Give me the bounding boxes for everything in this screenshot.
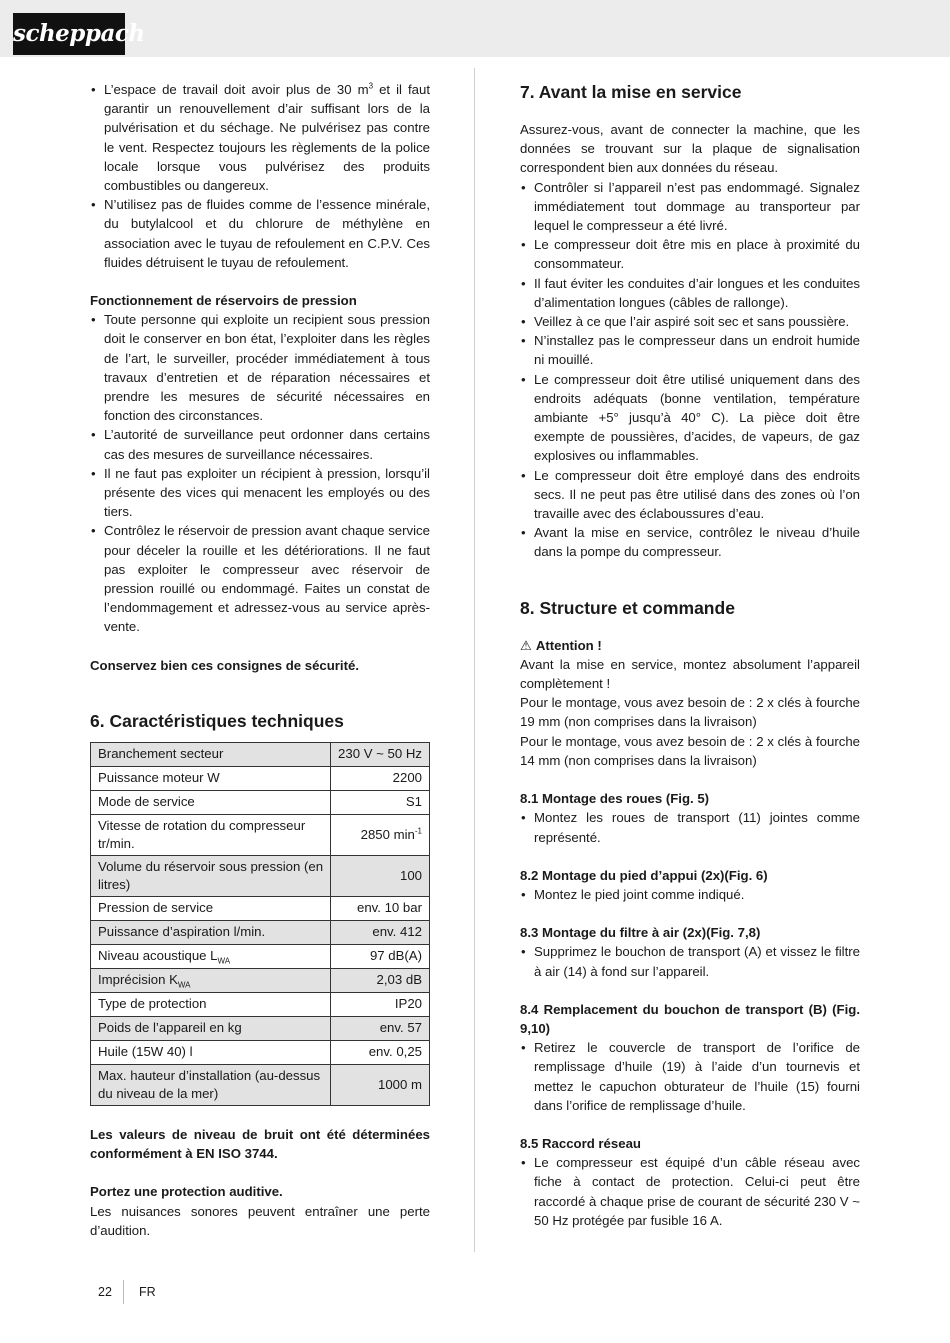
subsection-list: [520, 1038, 860, 1115]
page-number: 22: [98, 1285, 112, 1299]
spec-label: Max. hauteur d’installation (au-dessus du niveau de la mer): [91, 1064, 331, 1105]
section-7-heading: 7. Avant la mise en service: [520, 82, 742, 102]
spec-value: IP20: [331, 992, 430, 1016]
pressure-bullet-list: [90, 310, 430, 636]
attention-label: Attention !: [535, 637, 602, 653]
list-item: • Il faut éviter les conduites d’air longues et les conduites d’alimentation longues (câbles de rallonge).: [520, 274, 860, 312]
list-item: • Il ne faut pas exploiter un récipient à pression, lorsqu’il présente des vices qui menacent les employés ou des tiers.: [90, 464, 430, 522]
subsection-list: [520, 1153, 860, 1230]
attention-text: Avant la mise en service, montez absolument l’appareil complètement !: [520, 656, 860, 692]
list-item: • Le compresseur est équipé d’un câble réseau avec fiche à contact de protection. Celui-ci peut être raccordé à chaque prise de courant de sécurité 230 V ~ 50 Hz protégée par fusible 16 A.: [520, 1153, 860, 1230]
list-item: • L’autorité de surveillance peut ordonner dans certains cas des mesures de surveillance nécessaires.: [90, 425, 430, 463]
list-item: • Le compresseur doit être utilisé uniquement dans des endroits adéquats (bonne ventilation, température ambiante +5° jusqu’à 40° C). La pièce doit être exempte de poussières, d’acides, de vapeurs, de gaz explosives ou inflammables.: [520, 370, 860, 466]
spec-value: S1: [331, 790, 430, 814]
subsection-heading: 8.1 Montage des roues (Fig. 5): [520, 791, 710, 807]
spec-row: [91, 896, 430, 920]
spec-row: [91, 944, 430, 968]
hearing-text: Les nuisances sonores peuvent entraîner une perte d’audition.: [90, 1203, 430, 1238]
spec-value: 1000 m: [331, 1064, 430, 1105]
subsection-list: [520, 808, 860, 846]
spec-row: [91, 742, 430, 766]
list-item: • Montez les roues de transport (11) jointes comme représenté.: [520, 808, 860, 846]
section-8-heading: 8. Structure et commande: [520, 597, 735, 618]
noise-note: Les valeurs de niveau de bruit ont été déterminées conformément à EN ISO 3744.: [90, 1126, 430, 1162]
spec-value: env. 412: [331, 920, 430, 944]
list-item: • Contrôler si l’appareil n’est pas endommagé. Signalez immédiatement tout dommage au transporteur par lequel le compresseur a été livré.: [520, 178, 860, 236]
spec-label: Vitesse de rotation du compresseur tr/min.: [91, 814, 331, 855]
spec-label: Volume du réservoir sous pression (en litres): [91, 855, 331, 896]
list-item: • Contrôlez le réservoir de pression avant chaque service pour déceler la rouille et les détériorations. Il ne faut pas exploiter le compresseur avec réservoir de pression rouillé ou endommagé. Faites un constat de l’endommagement et adressez-vous au service après-vente.: [90, 521, 430, 636]
left-column: [90, 80, 430, 1240]
spec-label: Niveau acoustique $L_{WA}$: [91, 944, 331, 968]
spec-label: Pression de service: [91, 896, 331, 920]
subsection-heading: 8.3 Montage du filtre à air (2x)(Fig. 7,8): [520, 925, 761, 941]
spec-row: [91, 1064, 430, 1105]
warning-icon: ⚠: [520, 637, 532, 653]
intro-bullet-list: [90, 80, 430, 272]
spec-value: 2,03 dB: [331, 968, 430, 992]
spec-row: [91, 1040, 430, 1064]
spec-row: [91, 814, 430, 855]
list-item: • Retirez le couvercle de transport de l’orifice de remplissage d’huile (19) à l’aide d’un tournevis et mettez le capuchon obturateur de l’huile (15) fourni dans l’orifice de remplissage d’huile.: [520, 1038, 860, 1115]
attention-text: Pour le montage, vous avez besoin de : 2 x clés à fourche 14 mm (non comprises dans la livraison): [520, 733, 860, 768]
spec-value: 97 dB(A): [331, 944, 430, 968]
spec-value: 100: [331, 855, 430, 896]
list-item: • L’espace de travail doit avoir plus de 30 $m^3$ et il faut garantir un renouvellement d’air suffisant lors de la pulvérisation et du séchage. Ne pulvérisez pas contre le vent. Respectez toujours les règlements de la police locale lorsque vous pulvérisez des produits combustibles ou dangereux.: [90, 80, 430, 195]
spec-row: [91, 920, 430, 944]
section-7-bullet-list: [520, 178, 860, 562]
subsection-list: [520, 885, 860, 904]
subsection-list: [520, 942, 860, 980]
subsection-heading: 8.5 Raccord réseau: [520, 1135, 641, 1151]
attention-line: [520, 636, 860, 655]
list-item: • Supprimez le bouchon de transport (A) et vissez le filtre à air (14) à fond sur l’appareil.: [520, 942, 860, 980]
column-divider: [474, 68, 475, 1252]
tech-heading: 6. Caractéristiques techniques: [90, 710, 344, 731]
list-item: • Le compresseur doit être employé dans des endroits secs. Il ne peut pas être utilisé dans des zones où l’on travaille avec des éclaboussures d’eau.: [520, 466, 860, 524]
spec-label: Puissance d’aspiration l/min.: [91, 920, 331, 944]
specs-table: [90, 742, 430, 1106]
attention-text: Pour le montage, vous avez besoin de : 2 x clés à fourche 19 mm (non comprises dans la livraison): [520, 695, 860, 730]
spec-row: [91, 968, 430, 992]
list-item: • N’installez pas le compresseur dans un endroit humide ni mouillé.: [520, 331, 860, 369]
header-bar: [0, 0, 950, 57]
spec-row: [91, 790, 430, 814]
spec-label: Branchement secteur: [91, 742, 331, 766]
subsection-heading: 8.2 Montage du pied d’appui (2x)(Fig. 6): [520, 867, 768, 883]
spec-value: 2200: [331, 766, 430, 790]
list-item: • Veillez à ce que l’air aspiré soit sec et sans poussière.: [520, 312, 860, 331]
right-column: [520, 80, 860, 1230]
spec-value: 2850 $\min^{-1}$: [331, 814, 430, 855]
section-7-intro: Assurez-vous, avant de connecter la machine, que les données se trouvant sur la plaque de signalisation correspondent bien aux données du réseau.: [520, 122, 860, 176]
spec-label: Type de protection: [91, 992, 331, 1016]
keep-instructions: Conservez bien ces consignes de sécurité.: [90, 657, 359, 673]
spec-value: 230 V ~ 50 Hz: [331, 742, 430, 766]
list-item: • Avant la mise en service, contrôlez le niveau d’huile dans la pompe du compresseur.: [520, 523, 860, 561]
spec-label: Imprécision $K_{WA}$: [91, 968, 331, 992]
spec-label: Mode de service: [91, 790, 331, 814]
spec-row: [91, 766, 430, 790]
pressure-heading: Fonctionnement de réservoirs de pression: [90, 293, 357, 309]
hearing-heading: Portez une protection auditive.: [90, 1184, 283, 1200]
spec-label: Poids de l’appareil en kg: [91, 1016, 331, 1040]
spec-row: [91, 855, 430, 896]
subsection-heading: 8.4 Remplacement du bouchon de transport (B) (Fig. 9,10): [520, 1001, 860, 1036]
spec-row: [91, 992, 430, 1016]
brand-logo: scheppach: [13, 13, 125, 55]
list-item: • N’utilisez pas de fluides comme de l’essence minérale, du butylalcool et du chlorure de méthylène en association avec le tuyau de refoulement en C.P.V. Ces fluides détruisent le tuyau de refoulement.: [90, 195, 430, 272]
list-item: • Montez le pied joint comme indiqué.: [520, 885, 860, 904]
spec-row: [91, 1016, 430, 1040]
list-item: • Toute personne qui exploite un recipient sous pression doit le conserver en bon état, l’exploiter dans les règles de l’art, le surveiller, procéder immédiatement à tous travaux d’entretien et de réparation nécessaires et prendre les mesures de sécurité nécessaires en fonction des circonstances.: [90, 310, 430, 425]
spec-label: Puissance moteur W: [91, 766, 331, 790]
spec-value: env. 57: [331, 1016, 430, 1040]
language-code: FR: [139, 1285, 156, 1299]
spec-value: env. 0,25: [331, 1040, 430, 1064]
spec-value: env. 10 bar: [331, 896, 430, 920]
list-item: • Le compresseur doit être mis en place à proximité du consommateur.: [520, 235, 860, 273]
spec-label: Huile (15W 40) l: [91, 1040, 331, 1064]
footer-divider: [123, 1280, 124, 1304]
